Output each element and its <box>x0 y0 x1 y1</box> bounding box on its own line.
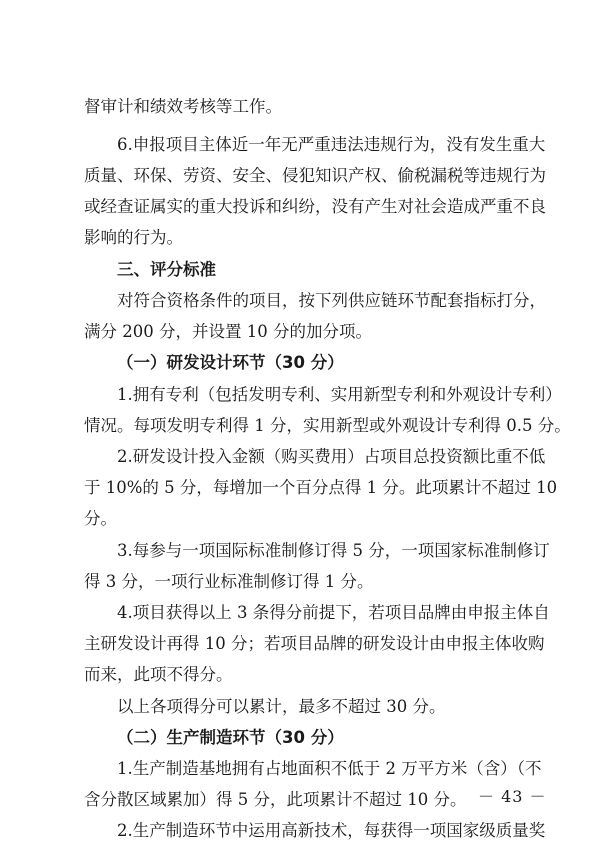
text-line: 督审计和绩效考核等工作。 <box>84 97 282 116</box>
text-line: 含分散区域累加）得 5 分，此项累计不超过 10 分。 <box>84 790 467 809</box>
subsection-heading: （一）研发设计环节（30 分） <box>117 353 344 372</box>
text-line: 满分 200 分，并设置 10 分的加分项。 <box>84 322 372 341</box>
text-line: 得 3 分，一项行业标准制修订得 1 分。 <box>84 572 374 591</box>
page-number: － 43 － <box>478 787 547 806</box>
text-line: 影响的行为。 <box>84 228 183 247</box>
text-line: 情况。每项发明专利得 1 分，实用新型或外观设计专利得 0.5 分。 <box>84 416 571 435</box>
text-line: 于 10%的 5 分，每增加一个百分点得 1 分。此项累计不超过 10 <box>84 478 558 497</box>
text-line: 或经查证属实的重大投诉和纠纷，没有产生对社会造成严重不良 <box>84 197 546 216</box>
text-line: 以上各项得分可以累计，最多不超过 30 分。 <box>117 697 446 716</box>
text-line: 质量、环保、劳资、安全、侵犯知识产权、偷税漏税等违规行为 <box>84 166 546 185</box>
text-line: 1.拥有专利（包括发明专利、实用新型专利和外观设计专利） <box>117 385 562 404</box>
subsection-heading: （二）生产制造环节（30 分） <box>117 728 344 747</box>
text-line: 对符合资格条件的项目，按下列供应链环节配套指标打分， <box>117 291 546 310</box>
text-line: 2.研发设计投入金额（购买费用）占项目总投资额比重不低 <box>117 447 546 466</box>
text-line: 1.生产制造基地拥有占地面积不低于 2 万平方米（含）（不 <box>117 759 542 778</box>
text-line: 2.生产制造环节中运用高新技术，每获得一项国家级质量奖 <box>117 821 546 840</box>
text-line: 分。 <box>84 509 117 528</box>
text-line: 6.申报项目主体近一年无严重违法违规行为，没有发生重大 <box>117 135 546 154</box>
text-line: 主研发设计再得 10 分；若项目品牌的研发设计由申报主体收购 <box>84 634 545 653</box>
text-line: 4.项目获得以上 3 条得分前提下，若项目品牌由申报主体自 <box>117 603 550 622</box>
section-heading: 三、评分标准 <box>117 260 216 279</box>
text-line: 3.每参与一项国际标准制修订得 5 分，一项国家标准制修订 <box>117 541 550 560</box>
text-line: 而来，此项不得分。 <box>84 665 233 684</box>
